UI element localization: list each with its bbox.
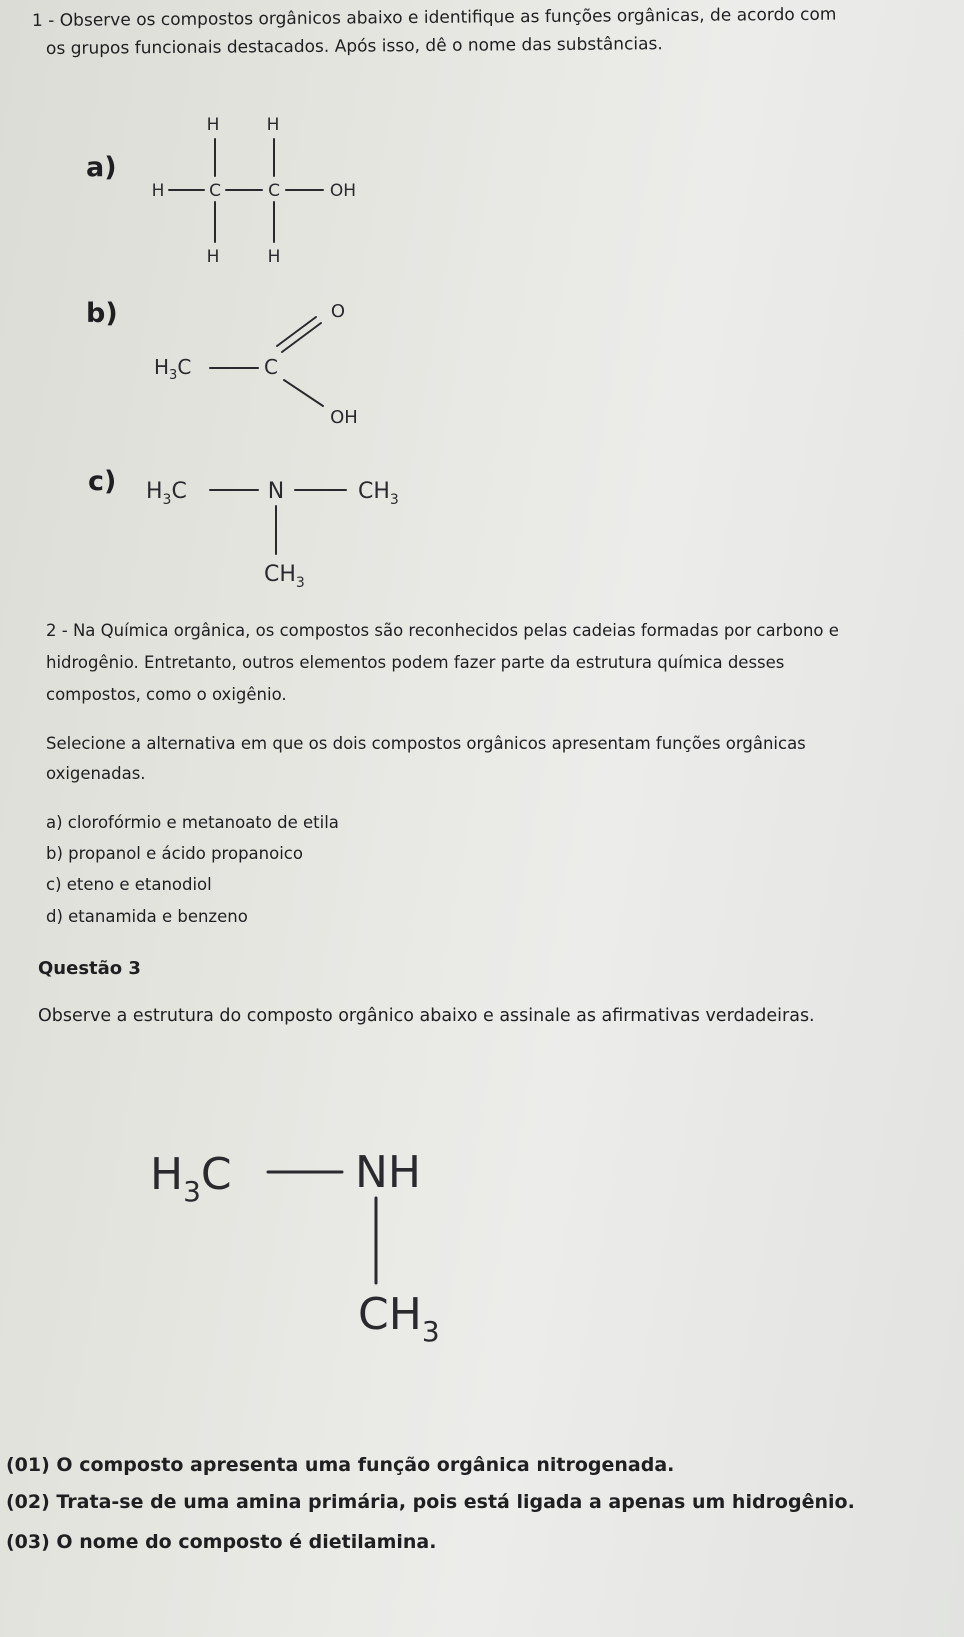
q2-option-b[interactable]: b) propanol e ácido propanoico <box>46 844 303 863</box>
molecule-b <box>154 301 358 428</box>
q3-prompt: Observe a estrutura do composto orgânico abaixo e assinale as afirmativas verdadeiras. <box>38 1006 815 1026</box>
q1-structures <box>0 0 964 620</box>
q1-a-label: a) <box>86 152 117 183</box>
q3-statement-03[interactable]: (03) O nome do composto é dietilamina. <box>6 1531 437 1553</box>
atom-h-top-2: H <box>266 115 280 135</box>
svg-text:H3C: $H_3C$ <box>154 355 192 383</box>
atom-h-bottom-2: H <box>267 247 281 267</box>
q2-option-a[interactable]: a) clorofórmio e metanoato de etila <box>46 813 339 832</box>
q1-line-2: os grupos funcionais destacados. Após isso, dê o nome das substâncias. <box>45 34 663 59</box>
q1-c-label: c) <box>88 466 117 497</box>
svg-text:CH3: $CH_3$ <box>264 562 305 591</box>
q3-statement-01[interactable]: (01) O composto apresenta uma função orgânica nitrogenada. <box>6 1454 675 1476</box>
atom-o-double: O <box>330 301 346 322</box>
svg-text:CH3: $CH_3$ <box>358 479 399 508</box>
svg-text:H3C: $H_3C$ <box>146 479 187 508</box>
atom-nh: NH <box>355 1147 421 1198</box>
atom-oh: OH <box>329 181 357 201</box>
molecule-q3 <box>150 1147 440 1348</box>
atom-c-2: C <box>268 181 280 201</box>
atom-c-1: C <box>209 181 221 201</box>
q1-line-1: 1 - Observe os compostos orgânicos abaixo e identifique as funções orgânicas, de acordo com <box>31 4 837 31</box>
atom-oh: OH <box>330 407 358 428</box>
q2-option-c[interactable]: c) eteno e etanodiol <box>46 875 212 894</box>
molecule-c <box>146 479 399 591</box>
q2-line-2: hidrogênio. Entretanto, outros elementos podem fazer parte da estrutura química desses <box>46 653 785 672</box>
atom-c-carbonyl: C <box>264 355 278 379</box>
q2-instruction-1: Selecione a alternativa em que os dois compostos orgânicos apresentam funções orgânicas <box>46 734 806 753</box>
q2-option-d[interactable]: d) etanamida e benzeno <box>46 907 248 926</box>
atom-n: N <box>267 479 285 504</box>
q2-instruction-2: oxigenadas. <box>46 764 146 783</box>
q2-line-1: 2 - Na Química orgânica, os compostos são reconhecidos pelas cadeias formadas por carbono e <box>46 621 839 640</box>
svg-text:CH3: $CH_3$ <box>358 1289 440 1348</box>
atom-h-bottom-1: H <box>206 247 220 267</box>
q3-title: Questão 3 <box>38 958 141 979</box>
q1-b-label: b) <box>86 298 118 329</box>
q2-line-3: compostos, como o oxigênio. <box>46 685 287 704</box>
molecule-a <box>152 115 356 267</box>
atom-h-top-1: H <box>206 115 220 135</box>
svg-text:H3C: $H_3C$ <box>150 1149 232 1208</box>
q3-statement-02[interactable]: (02) Trata-se de uma amina primária, pois está ligada a apenas um hidrogênio. <box>6 1491 855 1513</box>
atom-h-left: H <box>151 181 165 201</box>
